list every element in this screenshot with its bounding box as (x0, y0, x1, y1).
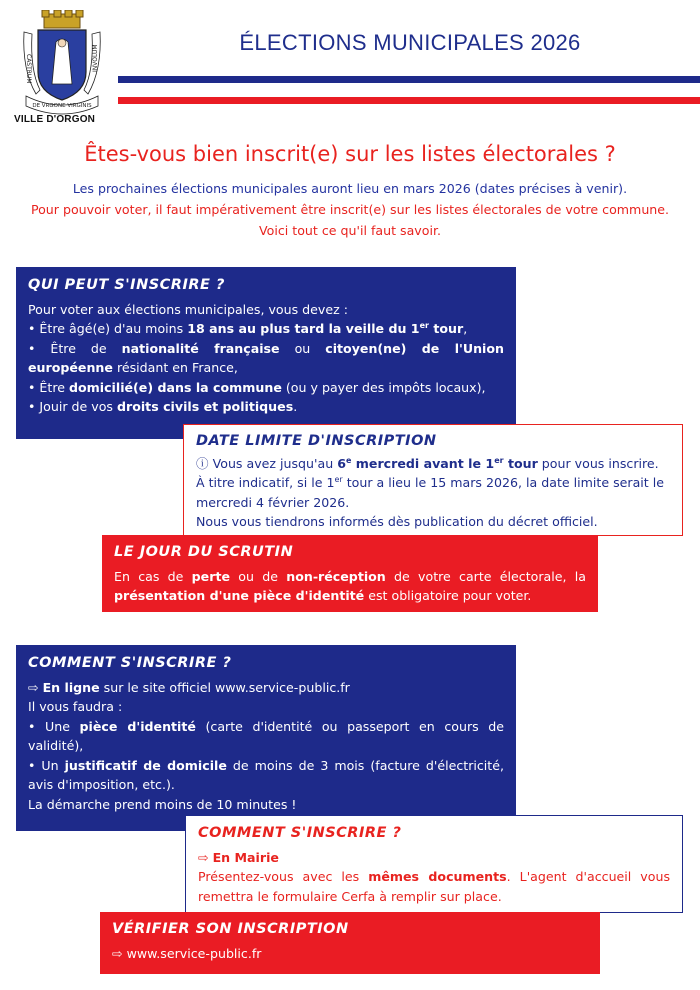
box-verifier-inscription (100, 912, 600, 974)
list-item-nationality: • Être de nationalité française ou citoyen(ne) de l'Union européenne résidant en France, (28, 340, 504, 375)
box-jour-du-scrutin (102, 535, 598, 612)
intro-line-1: Les prochaines élections municipales auront lieu en mars 2026 (dates précises à venir). (72, 181, 628, 196)
svg-text:CASTRUM: CASTRUM (25, 54, 32, 84)
list-item-domicile: • Être domicilié(e) dans la commune (ou y payer des impôts locaux), (28, 379, 486, 395)
duration-note: La démarche prend moins de 10 minutes ! (28, 796, 297, 812)
deadline-example: À titre indicatif, si le 1er tour a lieu le 15 mars 2026, la date limite serait le mercredi 4 février 2026. (196, 474, 664, 510)
service-public-link[interactable]: www.service-public.fr (126, 945, 262, 961)
page-title: ÉLECTIONS MUNICIPALES 2026 (239, 30, 581, 55)
town-name-caption: VILLE D'ORGON (14, 114, 96, 125)
box-title: VÉRIFIER SON INSCRIPTION (112, 921, 349, 937)
box-title: QUI PEUT S'INSCRIRE ? (28, 277, 225, 293)
mairie-line: ⇨ En Mairie (198, 849, 279, 865)
list-item-id: • Une pièce d'identité (carte d'identité ou passeport en cours de validité), (28, 718, 504, 753)
deadline-note: Nous vous tiendrons informés dès publication du décret officiel. (196, 514, 598, 529)
lead-text: Pour voter aux élections municipales, vous devez : (28, 301, 348, 317)
box-title: COMMENT S'INSCRIRE ? (198, 825, 402, 841)
box-qui-peut-s-inscrire (16, 267, 516, 439)
required-docs-lead: Il vous faudra : (28, 699, 123, 714)
deadline-text: ⓘ Vous avez jusqu'au 6e mercredi avant le 1er tour pour vous inscrire. (196, 455, 659, 471)
stripe-blue (118, 76, 700, 83)
svg-text:INVOLUM: INVOLUM (92, 44, 99, 72)
verify-line (112, 944, 588, 964)
box-date-limite (183, 424, 683, 536)
arrow-right-icon: ⇨ (198, 849, 213, 865)
arrow-right-icon: ⇨ (112, 945, 127, 961)
svg-text:DE VRGONE VIRGINIS: DE VRGONE VIRGINIS (32, 103, 92, 109)
intro-text (30, 178, 670, 241)
mairie-text: Présentez-vous avec les mêmes documents. L'agent d'accueil vous remettra le formulaire Cerfa à remplir sur place. (198, 869, 671, 904)
arrow-right-icon: ⇨ (28, 679, 43, 695)
box-comment-s-inscrire-en-ligne (16, 645, 516, 831)
intro-line-2: Pour pouvoir voter, il faut impérativement être inscrit(e) sur les listes électorales de votre commune. Voici tout ce qu'il faut savoir. (30, 202, 670, 238)
main-question: Êtes-vous bien inscrit(e) sur les listes électorales ? (84, 142, 616, 166)
box-comment-s-inscrire-en-mairie (185, 815, 683, 913)
stripe-red (118, 97, 700, 104)
box-title: DATE LIMITE D'INSCRIPTION (196, 433, 437, 449)
box-title: LE JOUR DU SCRUTIN (114, 544, 294, 560)
online-line: ⇨ En ligne sur le site officiel www.service-public.fr (28, 679, 350, 695)
list-item-age: • Être âgé(e) d'au moins 18 ans au plus tard la veille du 1er tour, (28, 320, 468, 336)
list-item-proof-address: • Un justificatif de domicile de moins de 3 mois (facture d'électricité, avis d'imposition, etc.). (28, 757, 504, 792)
scrutin-text: En cas de perte ou de non-réception de votre carte électorale, la présentation d'une pièce d'identité est obligatoire pour voter. (114, 568, 586, 603)
stripe-white (118, 83, 700, 97)
list-item-rights: • Jouir de vos droits civils et politiques. (28, 399, 298, 414)
box-title: COMMENT S'INSCRIRE ? (28, 655, 232, 671)
town-crest-logo (18, 10, 106, 116)
